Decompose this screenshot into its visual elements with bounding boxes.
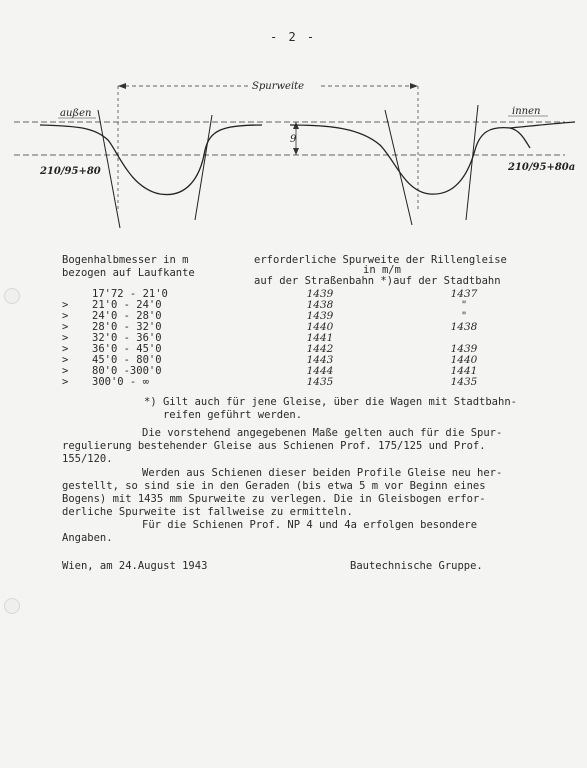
place-date: Wien, am 24.August 1943 xyxy=(62,560,208,572)
strassenbahn-value: 1440 xyxy=(306,321,334,333)
radius-range: > 21'0 - 24'0 xyxy=(62,299,162,311)
punch-hole xyxy=(4,598,20,614)
strassenbahn-value: 1439 xyxy=(306,310,334,322)
radius-range: > 28'0 - 32'0 xyxy=(62,321,162,333)
radius-range: > 80'0 -300'0 xyxy=(62,365,162,377)
strassenbahn-value: 1443 xyxy=(306,354,334,366)
stadtbahn-value: " xyxy=(461,299,467,311)
header-columns: auf der Straßenbahn *)auf der Stadtbahn xyxy=(254,275,501,287)
paragraph: Die vorstehend angegebenen Maße gelten auch für die Spur-regulierung bestehender Gleise aus Schienen Prof. 175/125 und Prof. 155/120. xyxy=(62,427,503,465)
strassenbahn-value: 1439 xyxy=(306,288,334,300)
radius-range: > 24'0 - 28'0 xyxy=(62,310,162,322)
page-number: - 2 - xyxy=(270,30,317,44)
strassenbahn-value: 1444 xyxy=(306,365,334,377)
spurweite-label: Spurweite xyxy=(252,81,305,92)
rail-profile-diagram xyxy=(0,70,587,235)
header-unit: in m/m xyxy=(363,264,401,276)
header-bogenhalbmesser: Bogenhalbmesser in m xyxy=(62,254,189,266)
table-row xyxy=(0,376,587,388)
strassenbahn-value: 1435 xyxy=(306,376,334,388)
label-profile-right: 210/95+80a xyxy=(508,162,576,173)
paragraph: Werden aus Schienen dieser beiden Profile Gleise neu her-gestellt, so sind sie in den Geraden (bis etwa 5 m vor Beginn eines Bogens) mit 1435 mm Spurweite zu verlegen. Die in Gleisbogen erfor-derliche Spurweite ist fallweise zu ermitteln. xyxy=(62,467,503,518)
stadtbahn-value: 1437 xyxy=(450,288,478,300)
stadtbahn-value: 1438 xyxy=(450,321,478,333)
radius-range: 17'72 - 21'0 xyxy=(92,288,168,300)
radius-range: > 36'0 - 45'0 xyxy=(62,343,162,355)
left-rail-groove xyxy=(40,125,262,195)
radius-range: > 45'0 - 80'0 xyxy=(62,354,162,366)
header-spurweite: erforderliche Spurweite der Rillengleise xyxy=(254,254,507,266)
footnote: *) Gilt auch für jene Gleise, über die Wagen mit Stadtbahn- reifen geführt werden. xyxy=(144,396,517,421)
signature: Bautechnische Gruppe. xyxy=(350,560,483,572)
stadtbahn-value: 1441 xyxy=(450,365,478,377)
stadtbahn-value: 1440 xyxy=(450,354,478,366)
paragraph: Für die Schienen Prof. NP 4 und 4a erfolgen besondere Angaben. xyxy=(62,519,478,544)
label-innen: innen xyxy=(512,106,541,117)
stadtbahn-value: 1435 xyxy=(450,376,478,388)
strassenbahn-value: 1438 xyxy=(306,299,334,311)
stadtbahn-value: " xyxy=(461,310,467,322)
label-profile-left: 210/95+80 xyxy=(40,166,101,177)
header-laufkante: bezogen auf Laufkante xyxy=(62,267,195,279)
radius-range: > 32'0 - 36'0 xyxy=(62,332,162,344)
radius-range: > 300'0 - ∞ xyxy=(62,376,149,388)
strassenbahn-value: 1442 xyxy=(306,343,334,355)
right-rail-groove xyxy=(290,125,530,194)
label-aussen: außen xyxy=(60,108,92,119)
stadtbahn-value: 1439 xyxy=(450,343,478,355)
depth-marker-label: 9 xyxy=(290,134,297,145)
strassenbahn-value: 1441 xyxy=(306,332,334,344)
